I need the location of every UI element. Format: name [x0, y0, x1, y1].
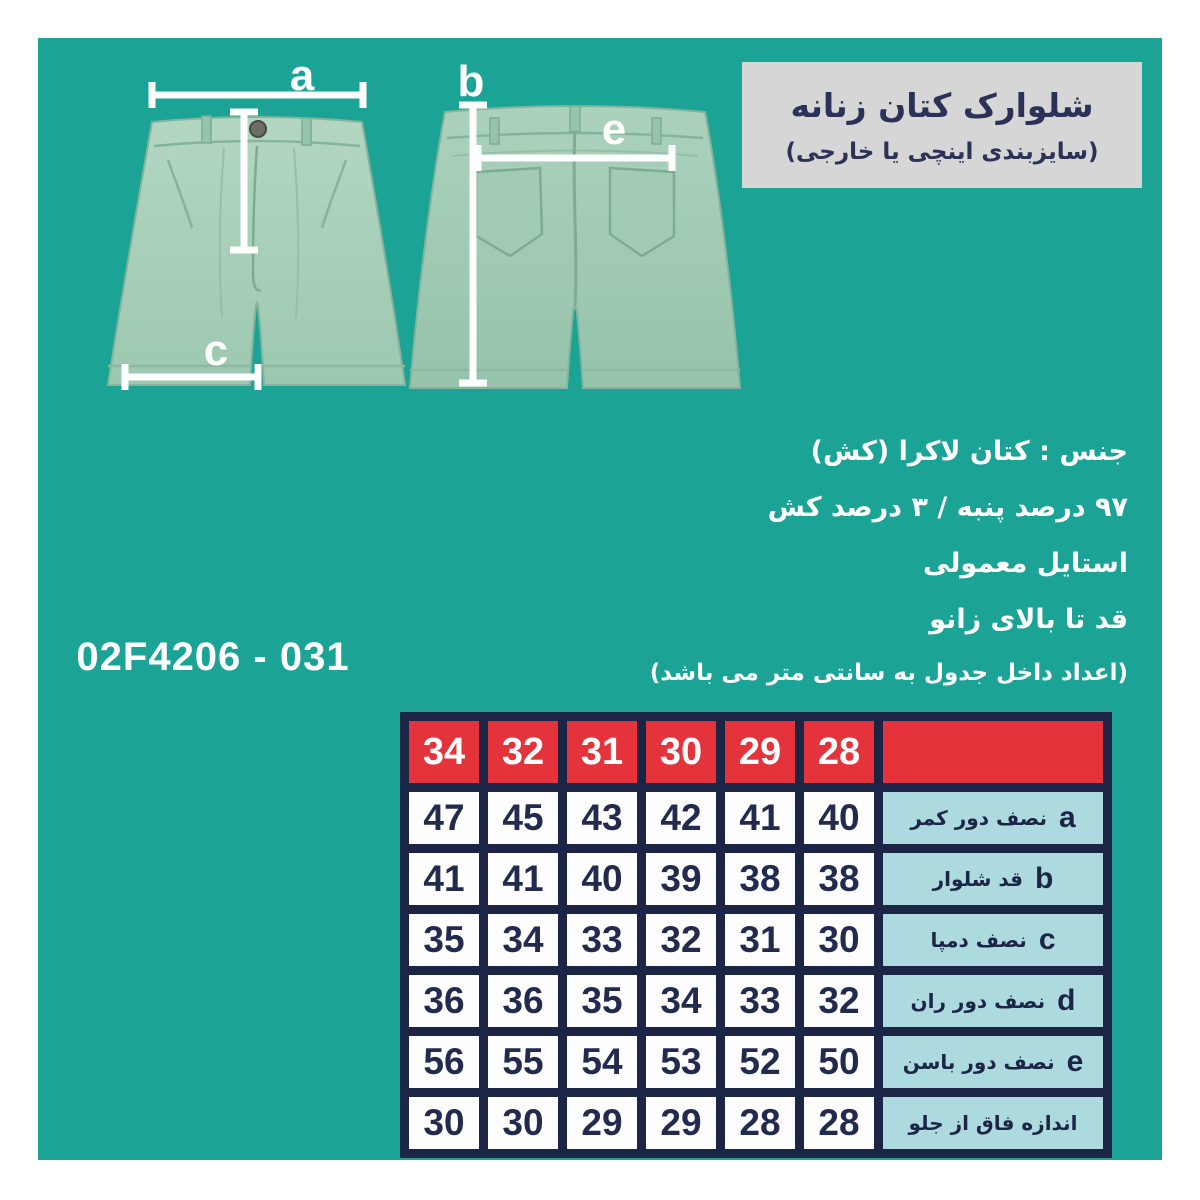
value-cell: 33 — [567, 914, 637, 966]
waist-button — [250, 121, 266, 137]
value-cell: 55 — [488, 1036, 558, 1088]
value-cell: 32 — [804, 975, 874, 1027]
row-label-cell — [883, 975, 1103, 1027]
label-e: e — [601, 105, 627, 154]
value-cell: 52 — [725, 1036, 795, 1088]
row-label-text: نصف دور باسن — [902, 1050, 1055, 1074]
value-cell: 42 — [646, 792, 716, 844]
value-cell: 28 — [804, 1097, 874, 1149]
row-letter: e — [1066, 1045, 1084, 1078]
value-cell: 35 — [567, 975, 637, 1027]
value-cell: 40 — [567, 853, 637, 905]
value-cell: 38 — [725, 853, 795, 905]
value-cell: 40 — [804, 792, 874, 844]
row-label-cell — [883, 792, 1103, 844]
row-label-cell — [883, 853, 1103, 905]
value-cell: 53 — [646, 1036, 716, 1088]
row-label-cell — [883, 1036, 1103, 1088]
row-label-text: نصف دور ران — [910, 989, 1046, 1013]
product-info — [368, 436, 1128, 686]
size-header-cell: 32 — [488, 721, 558, 783]
info-style: استایل معمولی — [922, 548, 1128, 579]
size-header-cell: 29 — [725, 721, 795, 783]
shorts-back-view — [410, 106, 740, 388]
row-letter: c — [1038, 923, 1056, 956]
measure-a-line — [152, 82, 363, 108]
info-composition: ۹۷ درصد پنبه / ۳ درصد کش — [767, 492, 1128, 523]
value-cell: 56 — [409, 1036, 479, 1088]
row-letter: b — [1035, 862, 1054, 895]
size-guide-panel — [38, 38, 1162, 1160]
value-cell: 41 — [488, 853, 558, 905]
value-cell: 38 — [804, 853, 874, 905]
value-cell: 34 — [488, 914, 558, 966]
size-header-cell: 34 — [409, 721, 479, 783]
value-cell: 29 — [567, 1097, 637, 1149]
value-cell: 45 — [488, 792, 558, 844]
value-cell: 35 — [409, 914, 479, 966]
value-cell: 43 — [567, 792, 637, 844]
value-cell: 29 — [646, 1097, 716, 1149]
value-cell: 36 — [488, 975, 558, 1027]
value-cell: 34 — [646, 975, 716, 1027]
value-cell: 39 — [646, 853, 716, 905]
row-label-text: نصف دور کمر — [910, 806, 1047, 830]
label-b: b — [457, 57, 485, 106]
value-cell: 41 — [725, 792, 795, 844]
info-units-note: (اعداد داخل جدول به سانتی متر می باشد) — [649, 660, 1128, 686]
size-table — [400, 712, 1112, 1158]
value-cell: 50 — [804, 1036, 874, 1088]
value-cell: 36 — [409, 975, 479, 1027]
row-label-cell — [883, 914, 1103, 966]
size-header-cell: 28 — [804, 721, 874, 783]
row-label-text: قد شلوار — [932, 867, 1024, 891]
info-material: جنس : کتان لاکرا (کش) — [810, 436, 1128, 467]
value-cell: 54 — [567, 1036, 637, 1088]
product-code: 02F4206 - 031 — [76, 635, 350, 679]
label-a: a — [289, 51, 315, 100]
row-label-cell — [883, 1097, 1103, 1149]
size-header-cell: 31 — [567, 721, 637, 783]
value-cell: 47 — [409, 792, 479, 844]
product-subtitle: (سایزبندی اینچی یا خارجی) — [785, 138, 1099, 165]
value-cell: 30 — [488, 1097, 558, 1149]
size-header-cell: 30 — [646, 721, 716, 783]
value-cell: 31 — [725, 914, 795, 966]
size-header-corner — [883, 721, 1103, 783]
value-cell: 41 — [409, 853, 479, 905]
row-letter: d — [1057, 984, 1076, 1017]
row-letter: a — [1058, 801, 1076, 834]
value-cell: 32 — [646, 914, 716, 966]
value-cell: 30 — [804, 914, 874, 966]
value-cell: 28 — [725, 1097, 795, 1149]
value-cell: 30 — [409, 1097, 479, 1149]
product-title: شلوارک کتان زنانه — [790, 85, 1094, 125]
row-label-text: نصف دمپا — [930, 928, 1027, 952]
info-length: قد تا بالای زانو — [929, 604, 1128, 635]
title-box — [742, 62, 1142, 188]
row-label-text: اندازه فاق از جلو — [908, 1111, 1078, 1135]
label-c: c — [203, 326, 229, 375]
value-cell: 33 — [725, 975, 795, 1027]
